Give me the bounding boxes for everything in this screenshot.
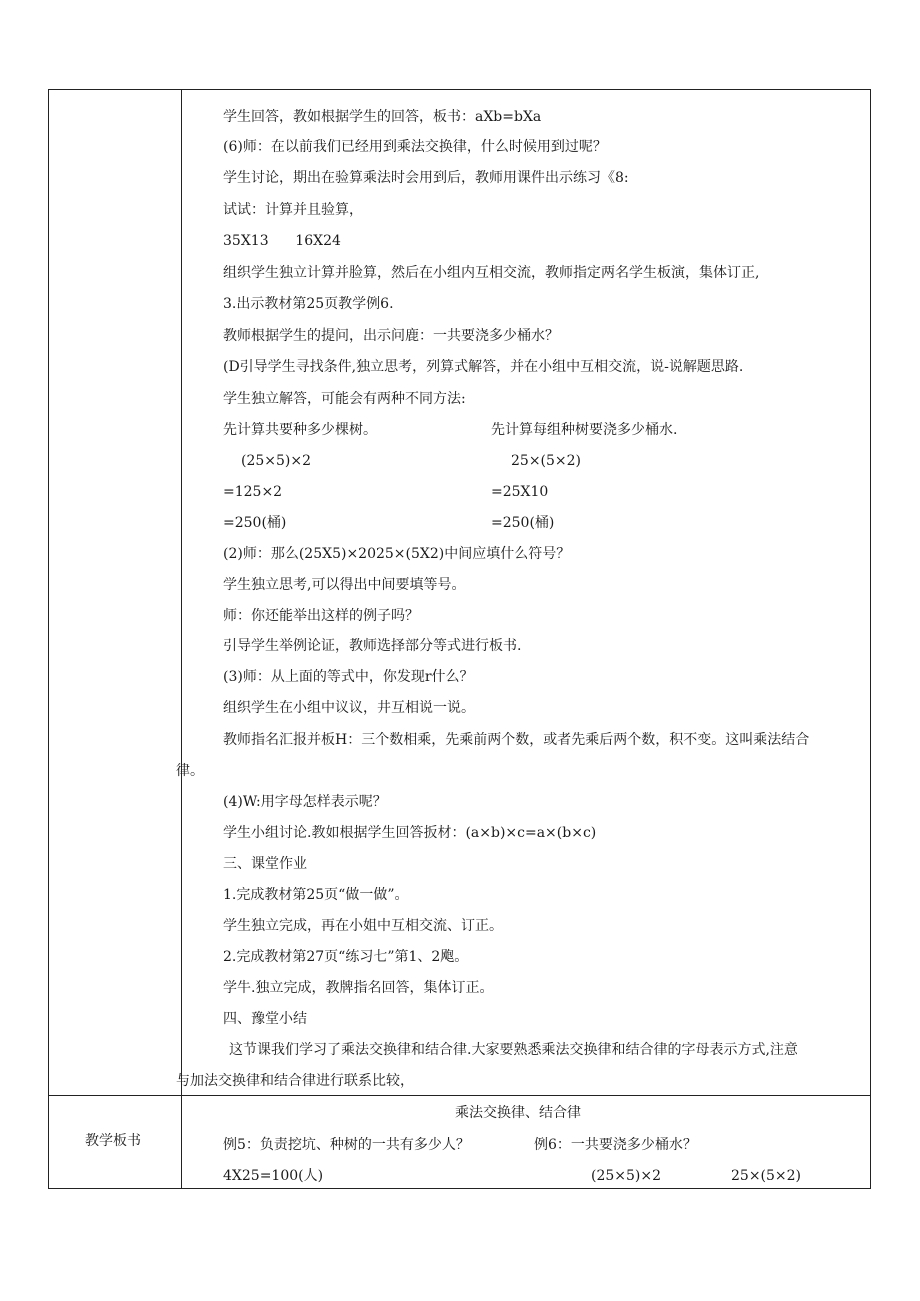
section-heading: 三、课堂作业 xyxy=(223,856,307,872)
text-line: 组织学生在小组中议议，井互相说一说。 xyxy=(223,700,475,716)
text-line: 2.完成教材第27页“练习七”第1、2飑。 xyxy=(223,949,469,965)
text-line: 教师根据学生的提问，出示问鹿：一共要浇多少桶水？ xyxy=(223,328,559,344)
text-line: (3)师：从上面的等式中，你发现r什么？ xyxy=(223,669,474,685)
example-5-answer: 4X25=100(人) xyxy=(223,1168,324,1184)
method-1-step: =125×2 xyxy=(223,484,283,500)
text-line: 引导学生举例论证，教师选择部分等式进行板书. xyxy=(223,638,522,654)
method-1-result: =250(桶) xyxy=(223,515,287,531)
text-line: (2)师：那么(25X5)×2025×(5X2)中间应填什么符号？ xyxy=(223,546,571,562)
text-line: 学生独立思考,可以得出中间要填等号。 xyxy=(223,577,466,593)
text-line: 1.完成教材第25页“做一做”。 xyxy=(223,887,409,903)
method-2-heading: 先计算每组种树要浇多少桶水. xyxy=(491,422,678,438)
method-1-heading: 先计算共要种多少棵树。 xyxy=(223,422,377,438)
example-6-method-2: 25×(5×2) xyxy=(731,1168,802,1184)
text-line: 这节课我们学习了乘法交换律和结合律.大家要熟悉乘法交换律和结合律的字母表示方式,注意 xyxy=(229,1042,798,1058)
text-line: 与加法交换律和结合律进行联系比较， xyxy=(176,1073,414,1089)
text-line: 学生独立解答，可能会有两种不同方法: xyxy=(223,391,466,407)
text-line: 3.出示教材第25页教学例6. xyxy=(223,296,394,312)
example-6-question: 例6：一共要浇多少桶水？ xyxy=(534,1137,697,1153)
text-line: (6)师：在以前我们已经用到乘法交换律，什么时候用到过呢？ xyxy=(223,139,607,155)
row-divider xyxy=(49,1095,870,1096)
example-6-method-1: (25×5)×2 xyxy=(591,1168,662,1184)
text-line: 师：你还能举出这样的例子吗？ xyxy=(223,608,419,624)
text-line: (D引导学生寻找条件,独立思考，列算式解答，并在小组中互相交流，说-说解题思路. xyxy=(223,359,744,375)
text-line: 学生讨论，期出在验算乘法时会用到后，教师用课件出示练习《8: xyxy=(223,170,629,186)
method-2-step: =25X10 xyxy=(491,484,549,500)
text-line: 学生回答，教如根据学生的回答，板书：aXb=bXa xyxy=(223,109,542,125)
method-1-step: (25×5)×2 xyxy=(241,453,312,469)
text-line: 35X13 16X24 xyxy=(223,233,341,249)
text-line: 组织学生独立计算并脸算，然后在小组内互相交流，教师指定两名学生板演，集体订正, xyxy=(223,265,760,281)
text-line: (4)W:用字母怎样表示呢？ xyxy=(223,794,387,810)
example-5-question: 例5：负责挖坑、种树的一共有多少人？ xyxy=(223,1137,470,1153)
method-2-step: 25×(5×2) xyxy=(511,453,582,469)
section-heading: 四、豫堂小结 xyxy=(223,1011,307,1027)
text-line: 教师指名汇报并板H：三个数相乘，先乘前两个数，或者先乘后两个数，积不变。这叫乘法结合 xyxy=(223,732,810,748)
text-line: 学生独立完成，再在小姐中互相交流、订正。 xyxy=(223,918,503,934)
text-line: 试试：计算并且验算， xyxy=(223,202,363,218)
text-line: 学牛.独立完成，教牌指名回答，集体订正。 xyxy=(223,980,494,996)
method-2-result: =250(桶) xyxy=(491,515,555,531)
column-divider xyxy=(181,90,182,1188)
lesson-table xyxy=(48,89,871,1189)
text-line: 律。 xyxy=(176,763,204,779)
board-title: 乘法交换律、结合律 xyxy=(455,1105,581,1121)
board-label: 教学板书 xyxy=(85,1133,141,1149)
text-line: 学生小组讨论.教如根据学生回答扳材：(a×b)×c=a×(b×c) xyxy=(223,825,597,841)
